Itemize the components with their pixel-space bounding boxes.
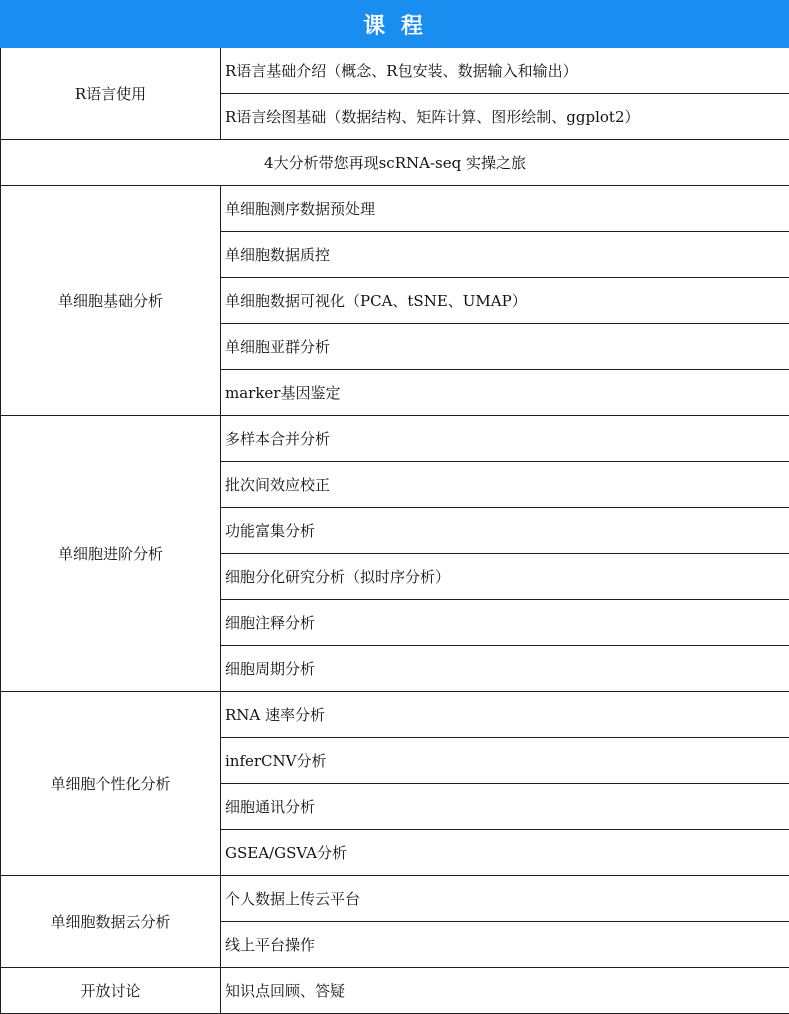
course-item: 细胞通讯分析 — [221, 784, 789, 830]
section-label-basic: 单细胞基础分析 — [1, 186, 221, 416]
course-item: GSEA/GSVA分析 — [221, 830, 789, 876]
course-item: 线上平台操作 — [221, 922, 789, 968]
table-header-row — [1, 1, 789, 48]
course-item: marker基因鉴定 — [221, 370, 789, 416]
course-item: 知识点回顾、答疑 — [221, 968, 789, 1014]
course-item: 细胞分化研究分析（拟时序分析） — [221, 554, 789, 600]
table-row — [1, 416, 789, 462]
table-title: 课 程 — [1, 1, 789, 48]
course-item: 单细胞亚群分析 — [221, 324, 789, 370]
course-item: inferCNV分析 — [221, 738, 789, 784]
section-label-personal: 单细胞个性化分析 — [1, 692, 221, 876]
course-item: 单细胞数据质控 — [221, 232, 789, 278]
course-item: 单细胞数据可视化（PCA、tSNE、UMAP） — [221, 278, 789, 324]
course-item: 功能富集分析 — [221, 508, 789, 554]
section-label-advanced: 单细胞进阶分析 — [1, 416, 221, 692]
table-row — [1, 876, 789, 922]
banner-text: 4大分析带您再现scRNA-seq 实操之旅 — [1, 140, 789, 186]
course-item: 细胞注释分析 — [221, 600, 789, 646]
table-row — [1, 186, 789, 232]
banner-row — [1, 140, 789, 186]
course-item: RNA 速率分析 — [221, 692, 789, 738]
table-row — [1, 968, 789, 1014]
course-item: R语言绘图基础（数据结构、矩阵计算、图形绘制、ggplot2） — [221, 94, 789, 140]
section-label-cloud: 单细胞数据云分析 — [1, 876, 221, 968]
course-item: 细胞周期分析 — [221, 646, 789, 692]
section-label-discussion: 开放讨论 — [1, 968, 221, 1014]
section-label-r: R语言使用 — [1, 48, 221, 140]
course-item: 批次间效应校正 — [221, 462, 789, 508]
course-item: 多样本合并分析 — [221, 416, 789, 462]
course-item: 个人数据上传云平台 — [221, 876, 789, 922]
table-row — [1, 48, 789, 94]
course-item: R语言基础介绍（概念、R包安装、数据输入和输出） — [221, 48, 789, 94]
course-item: 单细胞测序数据预处理 — [221, 186, 789, 232]
table-row — [1, 692, 789, 738]
